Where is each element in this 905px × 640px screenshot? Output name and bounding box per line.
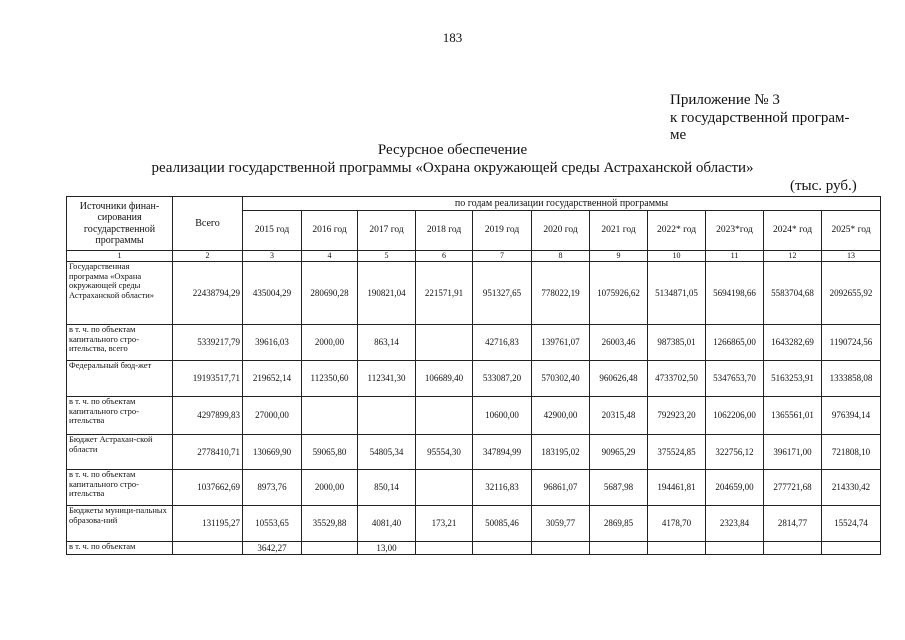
header-source: Источники финан-сирования государственной программы bbox=[67, 197, 173, 251]
row-year-value bbox=[416, 470, 473, 506]
row-year-value bbox=[706, 542, 764, 555]
row-year-value: 204659,00 bbox=[706, 470, 764, 506]
row-year-value: 26003,46 bbox=[590, 325, 648, 361]
row-year-value: 221571,91 bbox=[416, 262, 473, 325]
row-year-value: 347894,99 bbox=[473, 435, 532, 470]
row-year-value: 976394,14 bbox=[822, 397, 881, 435]
row-year-value: 1190724,56 bbox=[822, 325, 881, 361]
row-year-value bbox=[302, 542, 358, 555]
row-year-value: 1365561,01 bbox=[764, 397, 822, 435]
column-number: 12 bbox=[764, 251, 822, 262]
row-year-value: 90965,29 bbox=[590, 435, 648, 470]
row-year-value: 322756,12 bbox=[706, 435, 764, 470]
row-year-value: 112350,60 bbox=[302, 361, 358, 397]
row-year-value: 20315,48 bbox=[590, 397, 648, 435]
row-source: в т. ч. по объектам капитального стро-ительства bbox=[67, 397, 173, 435]
header-year: 2024* год bbox=[764, 211, 822, 251]
row-year-value: 4178,70 bbox=[648, 506, 706, 542]
row-year-value: 5347653,70 bbox=[706, 361, 764, 397]
row-total: 1037662,69 bbox=[173, 470, 243, 506]
row-year-value: 987385,01 bbox=[648, 325, 706, 361]
row-source: Бюджет Астрахан-ской области bbox=[67, 435, 173, 470]
row-year-value: 54805,34 bbox=[358, 435, 416, 470]
row-year-value: 35529,88 bbox=[302, 506, 358, 542]
row-year-value bbox=[416, 397, 473, 435]
row-year-value: 15524,74 bbox=[822, 506, 881, 542]
row-year-value: 435004,29 bbox=[243, 262, 302, 325]
row-year-value: 2869,85 bbox=[590, 506, 648, 542]
row-year-value: 183195,02 bbox=[532, 435, 590, 470]
page-number: 183 bbox=[442, 30, 463, 45]
row-year-value: 50085,46 bbox=[473, 506, 532, 542]
row-year-value: 850,14 bbox=[358, 470, 416, 506]
row-total: 22438794,29 bbox=[173, 262, 243, 325]
header-year: 2025* год bbox=[822, 211, 881, 251]
row-total bbox=[173, 542, 243, 555]
table-row bbox=[67, 435, 881, 470]
header-by-years: по годам реализации государственной программы bbox=[243, 197, 881, 211]
table-row bbox=[67, 470, 881, 506]
row-year-value bbox=[822, 542, 881, 555]
table-row bbox=[67, 325, 881, 361]
row-year-value: 1643282,69 bbox=[764, 325, 822, 361]
column-number: 10 bbox=[648, 251, 706, 262]
row-year-value: 1062206,00 bbox=[706, 397, 764, 435]
header-year: 2023*год bbox=[706, 211, 764, 251]
row-year-value bbox=[302, 397, 358, 435]
column-number: 1 bbox=[67, 251, 173, 262]
units-label: (тыс. руб.) bbox=[790, 178, 857, 194]
row-year-value: 2000,00 bbox=[302, 325, 358, 361]
row-total: 4297899,83 bbox=[173, 397, 243, 435]
row-year-value: 280690,28 bbox=[302, 262, 358, 325]
row-source: в т. ч. по объектам капитального стро-ительства, всего bbox=[67, 325, 173, 361]
table-row bbox=[67, 262, 881, 325]
row-year-value: 219652,14 bbox=[243, 361, 302, 397]
row-year-value: 190821,04 bbox=[358, 262, 416, 325]
row-total: 2778410,71 bbox=[173, 435, 243, 470]
row-year-value bbox=[532, 542, 590, 555]
appendix-subtitle-line1: к государственной програм- bbox=[670, 110, 850, 126]
row-year-value bbox=[590, 542, 648, 555]
row-year-value: 3059,77 bbox=[532, 506, 590, 542]
row-year-value: 863,14 bbox=[358, 325, 416, 361]
appendix-title: Приложение № 3 bbox=[670, 92, 780, 108]
header-row-top bbox=[67, 197, 881, 211]
row-total: 19193517,71 bbox=[173, 361, 243, 397]
row-year-value: 277721,68 bbox=[764, 470, 822, 506]
row-year-value: 1075926,62 bbox=[590, 262, 648, 325]
header-year: 2020 год bbox=[532, 211, 590, 251]
row-year-value: 5694198,66 bbox=[706, 262, 764, 325]
column-number: 4 bbox=[302, 251, 358, 262]
row-year-value: 2814,77 bbox=[764, 506, 822, 542]
row-year-value: 106689,40 bbox=[416, 361, 473, 397]
column-number: 6 bbox=[416, 251, 473, 262]
table-body bbox=[67, 262, 881, 555]
row-year-value bbox=[358, 397, 416, 435]
row-source: Федеральный бюд-жет bbox=[67, 361, 173, 397]
column-number: 3 bbox=[243, 251, 302, 262]
row-year-value: 5163253,91 bbox=[764, 361, 822, 397]
resource-table bbox=[66, 196, 881, 555]
row-year-value: 173,21 bbox=[416, 506, 473, 542]
header-year: 2015 год bbox=[243, 211, 302, 251]
row-year-value: 570302,40 bbox=[532, 361, 590, 397]
header-year: 2021 год bbox=[590, 211, 648, 251]
header-total: Всего bbox=[173, 197, 243, 251]
row-year-value: 4733702,50 bbox=[648, 361, 706, 397]
table-row bbox=[67, 361, 881, 397]
row-year-value: 533087,20 bbox=[473, 361, 532, 397]
row-year-value: 139761,07 bbox=[532, 325, 590, 361]
row-year-value bbox=[416, 325, 473, 361]
row-year-value bbox=[764, 542, 822, 555]
row-year-value: 396171,00 bbox=[764, 435, 822, 470]
row-year-value: 10600,00 bbox=[473, 397, 532, 435]
column-number: 11 bbox=[706, 251, 764, 262]
row-year-value bbox=[416, 542, 473, 555]
column-number: 7 bbox=[473, 251, 532, 262]
row-year-value: 96861,07 bbox=[532, 470, 590, 506]
row-year-value: 5583704,68 bbox=[764, 262, 822, 325]
column-number: 2 bbox=[173, 251, 243, 262]
column-number: 8 bbox=[532, 251, 590, 262]
row-year-value bbox=[473, 542, 532, 555]
row-year-value: 4081,40 bbox=[358, 506, 416, 542]
row-source: в т. ч. по объектам bbox=[67, 542, 173, 555]
header-year: 2017 год bbox=[358, 211, 416, 251]
row-year-value: 2092655,92 bbox=[822, 262, 881, 325]
row-year-value: 1266865,00 bbox=[706, 325, 764, 361]
column-number: 13 bbox=[822, 251, 881, 262]
row-total: 5339217,79 bbox=[173, 325, 243, 361]
row-source: Бюджеты муници-пальных образова-ний bbox=[67, 506, 173, 542]
row-year-value: 792923,20 bbox=[648, 397, 706, 435]
table-row bbox=[67, 397, 881, 435]
row-source: в т. ч. по объектам капитального стро-ительства bbox=[67, 470, 173, 506]
row-year-value: 42716,83 bbox=[473, 325, 532, 361]
table-row bbox=[67, 542, 881, 555]
row-year-value: 721808,10 bbox=[822, 435, 881, 470]
row-year-value: 778022,19 bbox=[532, 262, 590, 325]
row-year-value: 39616,03 bbox=[243, 325, 302, 361]
row-year-value: 2323,84 bbox=[706, 506, 764, 542]
header-year: 2019 год bbox=[473, 211, 532, 251]
row-year-value: 130669,90 bbox=[243, 435, 302, 470]
header-year: 2018 год bbox=[416, 211, 473, 251]
document-title-line1: Ресурсное обеспечение bbox=[377, 142, 528, 158]
header-year: 2016 год bbox=[302, 211, 358, 251]
row-year-value: 375524,85 bbox=[648, 435, 706, 470]
column-number: 5 bbox=[358, 251, 416, 262]
row-year-value: 95554,30 bbox=[416, 435, 473, 470]
row-total: 131195,27 bbox=[173, 506, 243, 542]
row-year-value: 59065,80 bbox=[302, 435, 358, 470]
row-year-value: 32116,83 bbox=[473, 470, 532, 506]
row-year-value: 2000,00 bbox=[302, 470, 358, 506]
table-row bbox=[67, 506, 881, 542]
row-year-value: 5687,98 bbox=[590, 470, 648, 506]
row-year-value: 112341,30 bbox=[358, 361, 416, 397]
appendix-subtitle-line2: ме bbox=[670, 127, 687, 143]
row-year-value: 8973,76 bbox=[243, 470, 302, 506]
row-year-value: 3642,27 bbox=[243, 542, 302, 555]
row-year-value: 194461,81 bbox=[648, 470, 706, 506]
row-year-value: 13,00 bbox=[358, 542, 416, 555]
row-year-value: 951327,65 bbox=[473, 262, 532, 325]
row-year-value: 960626,48 bbox=[590, 361, 648, 397]
row-year-value: 10553,65 bbox=[243, 506, 302, 542]
document-title-line2: реализации государственной программы «Охрана окружающей среды Астраханской области» bbox=[151, 160, 754, 176]
row-source: Государственная программа «Охрана окружающей среды Астраханской области» bbox=[67, 262, 173, 325]
row-year-value: 42900,00 bbox=[532, 397, 590, 435]
row-year-value: 1333858,08 bbox=[822, 361, 881, 397]
row-year-value bbox=[648, 542, 706, 555]
row-year-value: 214330,42 bbox=[822, 470, 881, 506]
column-number-row bbox=[67, 251, 881, 262]
row-year-value: 5134871,05 bbox=[648, 262, 706, 325]
header-year: 2022* год bbox=[648, 211, 706, 251]
row-year-value: 27000,00 bbox=[243, 397, 302, 435]
column-number: 9 bbox=[590, 251, 648, 262]
